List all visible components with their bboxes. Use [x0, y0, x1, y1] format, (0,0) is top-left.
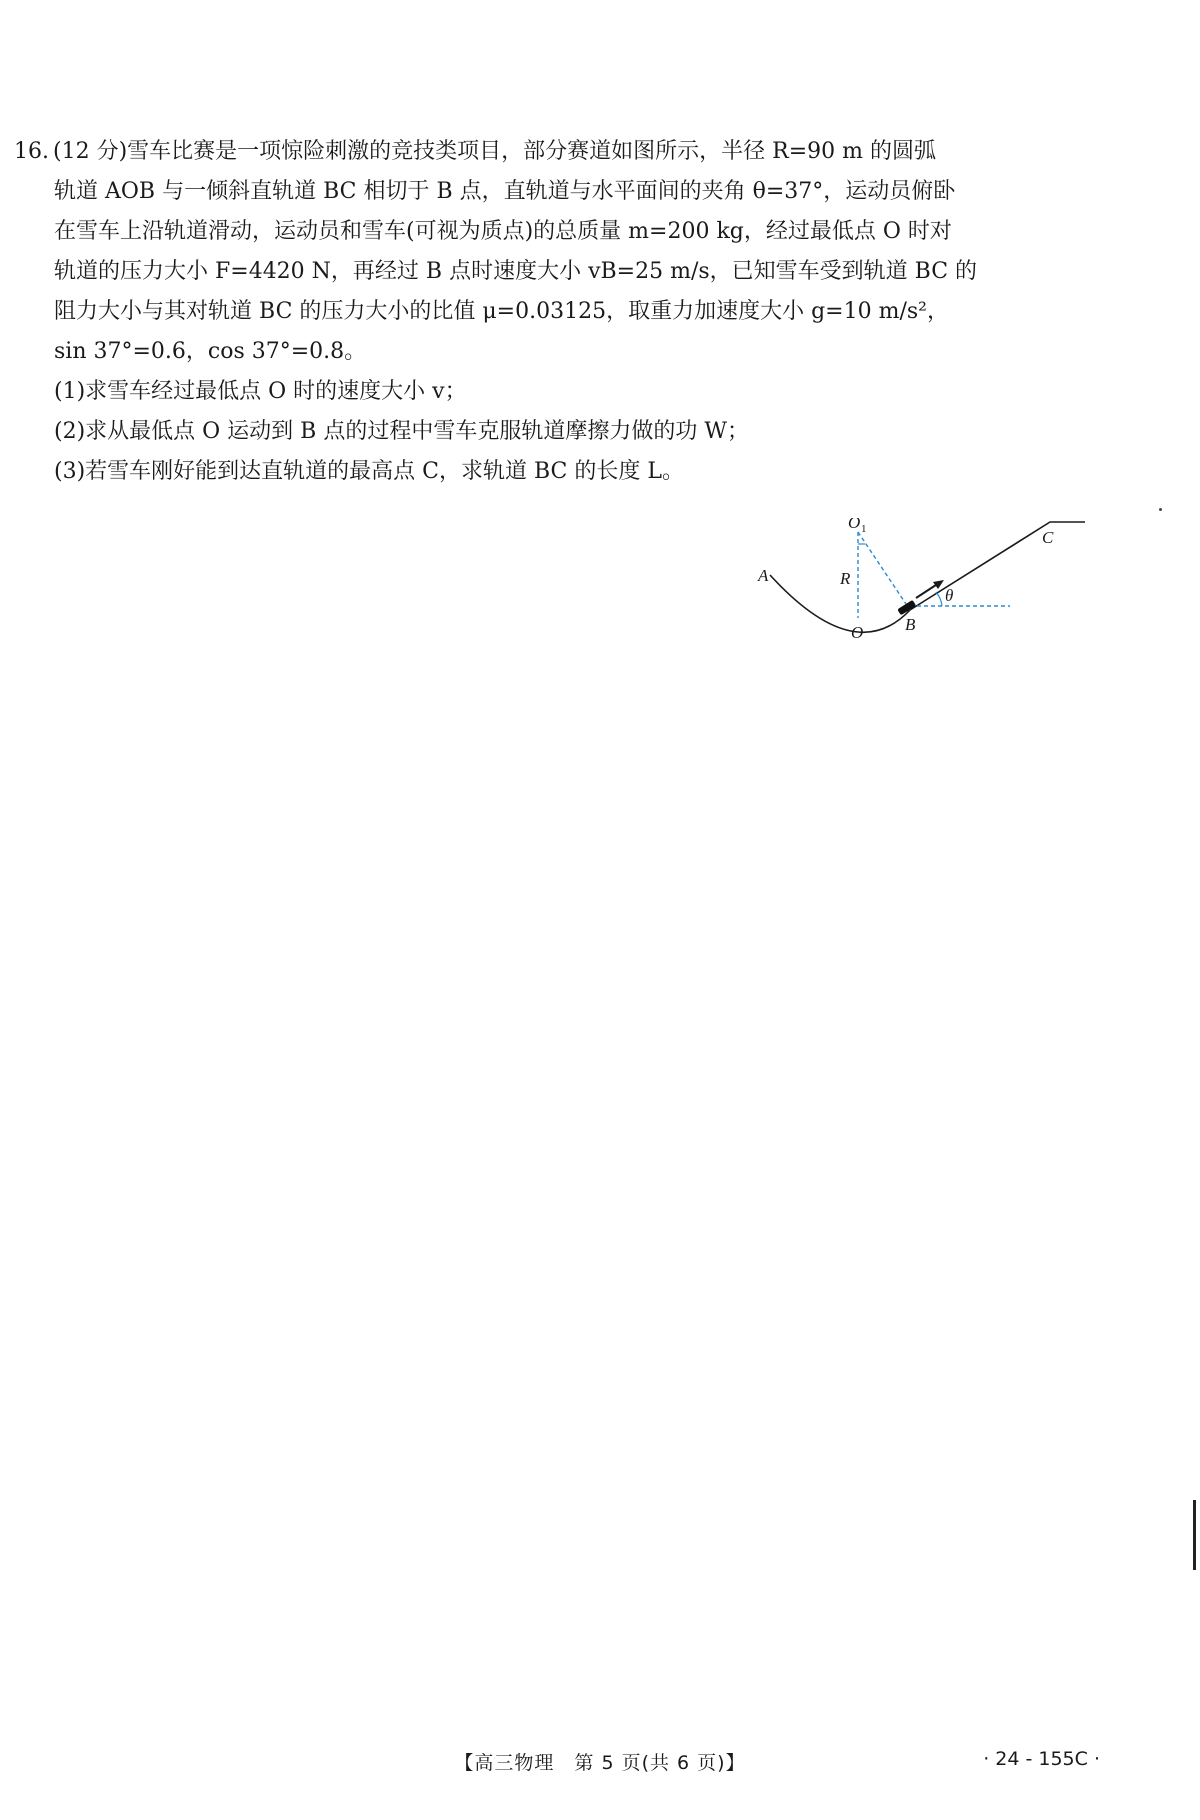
label-A: A — [758, 566, 769, 585]
label-O: O — [851, 623, 864, 642]
problem-stem — [14, 132, 1094, 372]
track-diagram — [740, 518, 1100, 658]
label-O1: O — [848, 518, 861, 532]
question-3: (3)若雪车刚好能到达直轨道的最高点 C，求轨道 BC 的长度 L。 — [54, 459, 684, 484]
radius-line-to-B — [858, 532, 910, 610]
track-diagram-svg — [740, 518, 1100, 658]
question-1: (1)求雪车经过最低点 O 时的速度大小 v； — [54, 379, 467, 404]
question-2: (2)求从最低点 O 运动到 B 点的过程中雪车克服轨道摩擦力做的功 W； — [54, 419, 749, 444]
stem-line-5: 阻力大小与其对轨道 BC 的压力大小的比值 μ=0.03125，取重力加速度大小 g=10 m/s²， — [54, 299, 949, 324]
label-C: C — [1042, 528, 1054, 547]
stem-line-1: (12 分)雪车比赛是一项惊险刺激的竞技类项目，部分赛道如图所示，半径 R=90 m 的圆弧 — [53, 139, 936, 164]
page-footer-title: 【高三物理 第 5 页(共 6 页)】 — [454, 1752, 746, 1774]
stem-line-6: sin 37°=0.6，cos 37°=0.8。 — [54, 339, 367, 364]
problem-number: 16. — [14, 139, 49, 164]
incline-track-BC — [910, 522, 1085, 610]
stem-line-4: 轨道的压力大小 F=4420 N，再经过 B 点时速度大小 vB=25 m/s，已知雪车受到轨道 BC 的 — [54, 259, 978, 284]
label-theta: θ — [945, 586, 954, 605]
label-O1-subscript: 1 — [861, 523, 867, 535]
page-footer-code: · 24 - 155C · — [983, 1748, 1100, 1770]
velocity-arrow-head — [933, 580, 944, 589]
theta-angle-arc — [936, 592, 942, 606]
scan-edge-mark — [1193, 1500, 1196, 1570]
scan-dot — [1159, 508, 1162, 511]
stem-line-3: 在雪车上沿轨道滑动，运动员和雪车(可视为质点)的总质量 m=200 kg，经过最低点 O 时对 — [54, 219, 952, 244]
problem-16 — [14, 132, 1094, 492]
label-R: R — [840, 569, 851, 588]
stem-line-2: 轨道 AOB 与一倾斜直轨道 BC 相切于 B 点，直轨道与水平面间的夹角 θ=37°，运动员俯卧 — [54, 179, 956, 204]
label-B: B — [905, 615, 916, 634]
